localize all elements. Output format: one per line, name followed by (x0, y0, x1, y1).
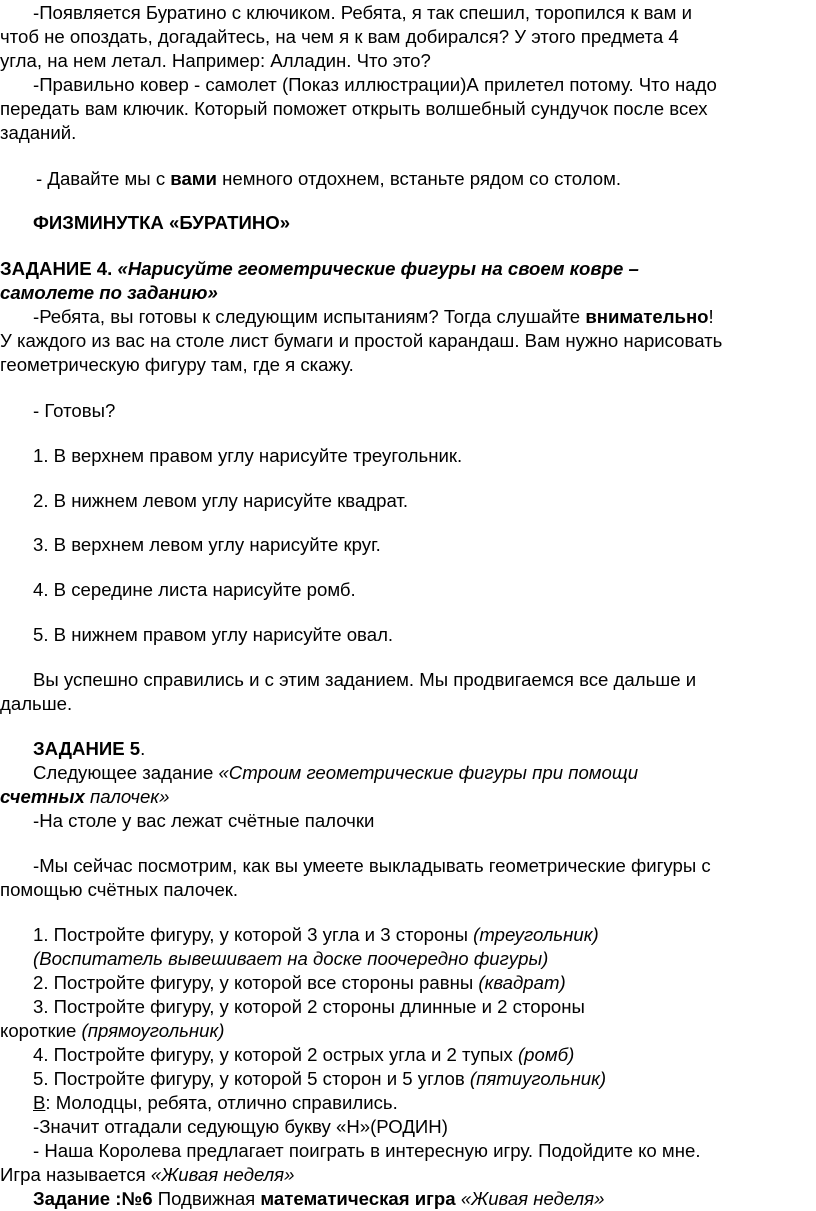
paragraph-line: -Появляется Буратино с ключиком. Ребята, я так спешил, торопился к вам и (33, 2, 692, 23)
paragraph-line: помощью счётных палочек. (0, 879, 239, 900)
list-item: 3. В верхнем левом углу нарисуйте круг. (33, 534, 381, 555)
task5-next: Следующее задание «Строим геометрические фигуры при помощи (33, 762, 639, 783)
list-item: 3. Постройте фигуру, у которой 2 стороны длинные и 2 стороны (33, 996, 585, 1017)
paragraph-line: -На столе у вас лежат счётные палочки (33, 810, 375, 831)
list-item: 2. В нижнем левом углу нарисуйте квадрат. (33, 490, 409, 511)
paragraph-line: геометрическую фигуру там, где я скажу. (0, 354, 354, 375)
task6-heading: Задание :№6 Подвижная математическая игра «Живая неделя» (33, 1188, 605, 1209)
list-item: 5. Постройте фигуру, у которой 5 сторон и 5 углов (пятиугольник) (33, 1068, 607, 1089)
paragraph-line: -Мы сейчас посмотрим, как вы умеете выкладывать геометрические фигуры с (33, 855, 711, 876)
teacher-note: (Воспитатель вывешивает на доске поочередно фигуры) (33, 948, 549, 969)
paragraph-line: Игра называется «Живая неделя» (0, 1164, 295, 1185)
list-item-continuation: короткие (прямоугольник) (0, 1020, 225, 1041)
paragraph-line: передать вам ключик. Который поможет открыть волшебный сундучок после всех (0, 98, 708, 119)
list-item: 1. В верхнем правом углу нарисуйте треугольник. (33, 445, 463, 466)
paragraph-line: - Наша Королева предлагает поиграть в интересную игру. Подойдите ко мне. (33, 1140, 701, 1161)
paragraph-line: чтоб не опоздать, догадайтесь, на чем я к вам добирался? У этого предмета 4 (0, 26, 679, 47)
task4-intro: -Ребята, вы готовы к следующим испытаниям? Тогда слушайте внимательно! (33, 306, 714, 327)
task5-heading: ЗАДАНИЕ 5. (33, 738, 146, 759)
ready-question: - Готовы? (33, 400, 116, 421)
list-item: 2. Постройте фигуру, у которой все стороны равны (квадрат) (33, 972, 566, 993)
paragraph-line: Вы успешно справились и с этим заданием. Мы продвигаемся все дальше и (33, 669, 697, 690)
paragraph-line: угла, на нем летал. Например: Алладин. Что это? (0, 50, 431, 71)
list-item: 4. Постройте фигуру, у которой 2 острых угла и 2 тупых (ромб) (33, 1044, 575, 1065)
paragraph-line: заданий. (0, 122, 77, 143)
fizminutka-heading: ФИЗМИНУТКА «БУРАТИНО» (33, 212, 291, 233)
paragraph-line: дальше. (0, 693, 73, 714)
paragraph-line: -Правильно ковер - самолет (Показ иллюстрации)А прилетел потому. Что надо (33, 74, 717, 95)
rest-prompt: - Давайте мы с вами немного отдохнем, встаньте рядом со столом. (36, 168, 622, 189)
task5-next-line2: счетных палочек» (0, 786, 170, 807)
list-item: 4. В середине листа нарисуйте ромб. (33, 579, 356, 600)
list-item: 5. В нижнем правом углу нарисуйте овал. (33, 624, 394, 645)
list-item: 1. Постройте фигуру, у которой 3 угла и 3 стороны (треугольник) (33, 924, 599, 945)
task4-heading: ЗАДАНИЕ 4. «Нарисуйте геометрические фигуры на своем ковре – (0, 258, 639, 279)
praise-line: В: Молодцы, ребята, отлично справились. (33, 1092, 398, 1113)
paragraph-line: -Значит отгадали седующую букву «Н»(РОДИН) (33, 1116, 448, 1137)
task4-heading-line2: самолете по заданию» (0, 282, 218, 303)
paragraph-line: У каждого из вас на столе лист бумаги и простой карандаш. Вам нужно нарисовать (0, 330, 723, 351)
